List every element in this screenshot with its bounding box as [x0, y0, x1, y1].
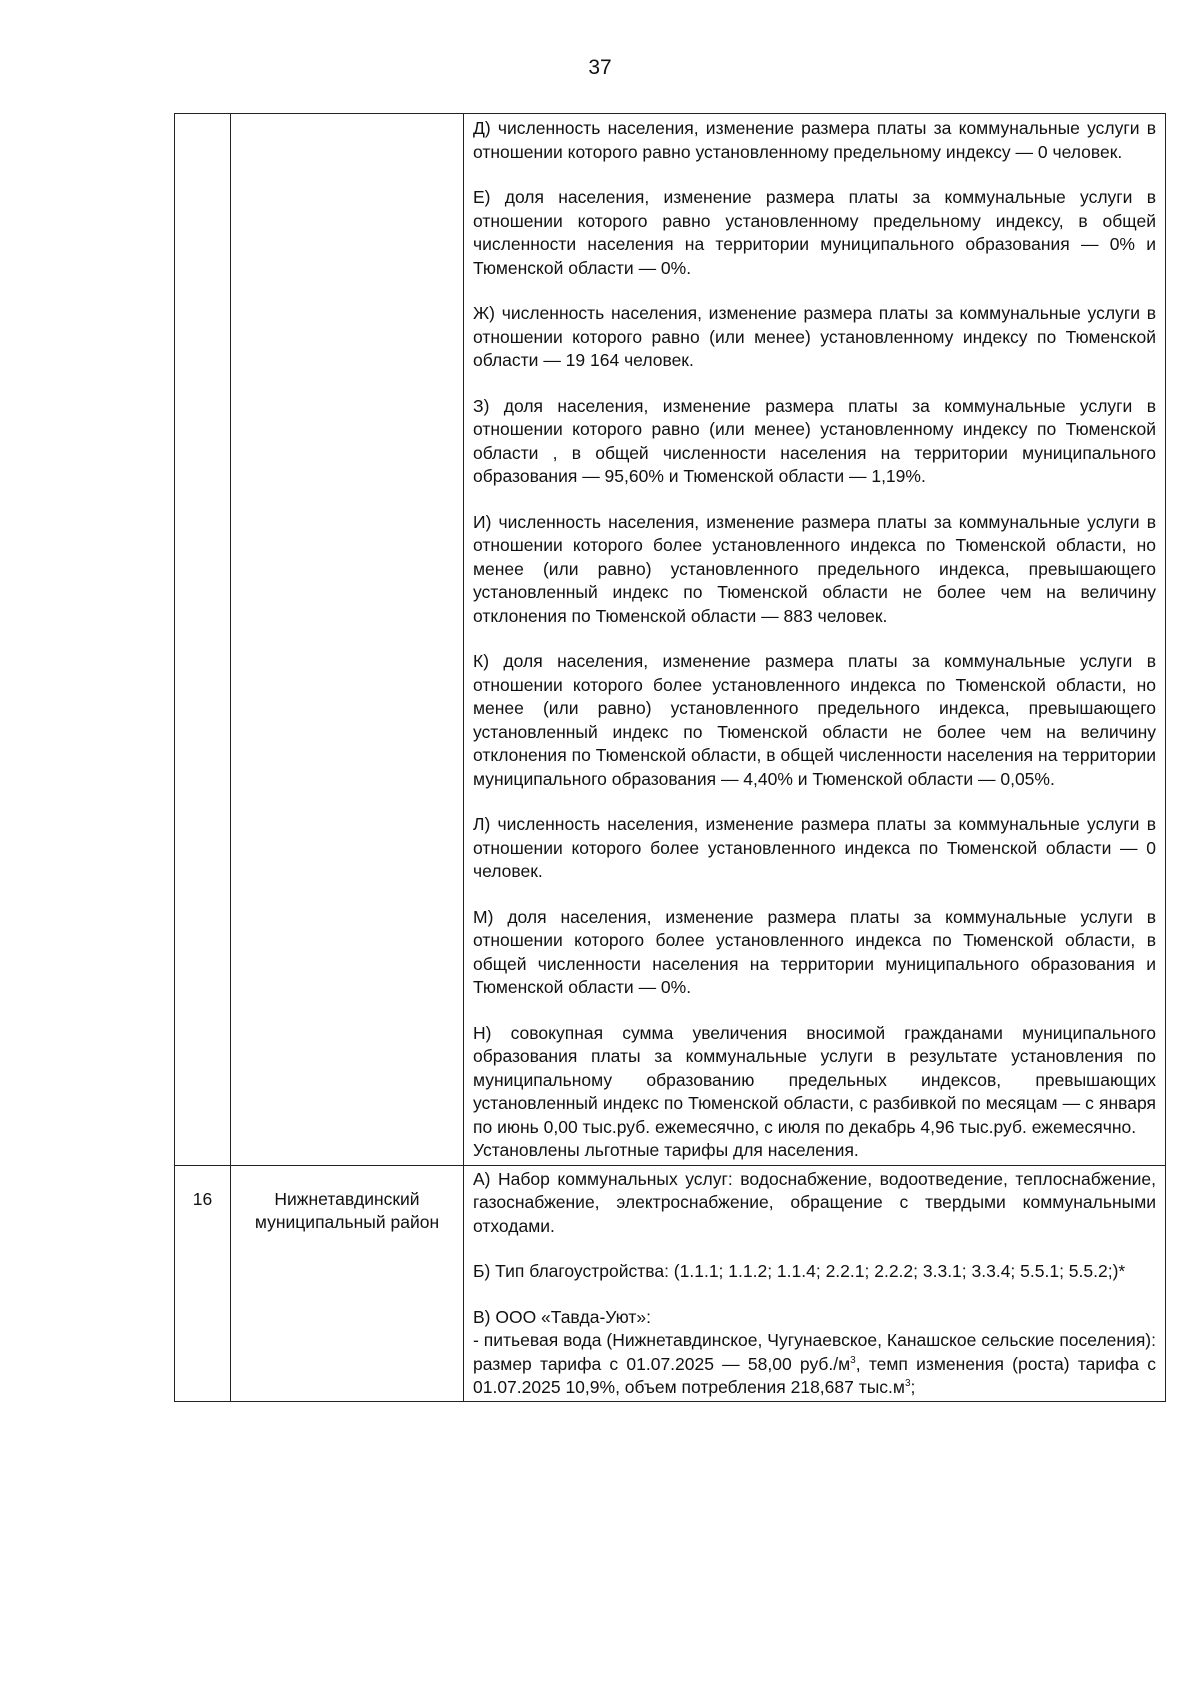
- info-cell: [464, 1165, 1166, 1401]
- paragraph-z: З) доля населения, изменение размера платы за коммунальные услуги в отношении которого равно (или менее) установленному индексу по Тюменской области , в общей численности населения на территории муниципального образования — 95,60% и Тюменской области — 1,19%.: [473, 395, 1156, 486]
- paragraph-a: А) Набор коммунальных услуг: водоснабжение, водоотведение, теплоснабжение, газоснабжение, электроснабжение, обращение с твердыми коммунальными отходами.: [473, 1168, 1156, 1236]
- table-row: [175, 114, 1166, 1166]
- paragraph-l: Л) численность населения, изменение размера платы за коммунальные услуги в отношении которого более установленного индекса по Тюменской области — 0 человек.: [473, 814, 1156, 881]
- row-number-cell: [175, 114, 231, 1166]
- paragraph-i: И) численность населения, изменение размера платы за коммунальные услуги в отношении которого более установленного индекса по Тюменской области, но менее (или равно) установленного предельного индекса, превышающего установленный индекс по Тюменской области не более чем на величину отклонения по Тюменской области — 883 человек.: [473, 511, 1156, 626]
- paragraph-d: Д) численность населения, изменение размера платы за коммунальные услуги в отношении которого равно установленному предельному индексу — 0 человек.: [473, 118, 1156, 162]
- municipality-name: Нижнетавдинский муниципальный район: [231, 1165, 464, 1401]
- paragraph-e: Е) доля населения, изменение размера платы за коммунальные услуги в отношении которого равно установленному предельному индексу, в общей численности населения на территории муниципального образования — 0% и Тюменской области — 0%.: [473, 187, 1156, 278]
- paragraph-b: Б) Тип благоустройства: (1.1.1; 1.1.2; 1.1.4; 2.2.1; 2.2.2; 3.3.1; 3.3.4; 5.5.1; 5.5.2;)*: [473, 1261, 1126, 1281]
- paragraph-v-text2: , темп изменения (роста) тарифа с 01.07.2025 10,9%, объем потребления 218,687 тыс.м: [473, 1353, 1156, 1397]
- paragraph-k: К) доля населения, изменение размера платы за коммунальные услуги в отношении которого более установленного индекса по Тюменской области, но менее (или равно) установленного предельного индекса, превышающего установленный индекс по Тюменской области не более чем на величину отклонения по Тюменской области, в общей численности населения на территории муниципального образования — 4,40% и Тюменской области — 0,05%.: [473, 651, 1156, 789]
- paragraph-n-text: Н) совокупная сумма увеличения вносимой гражданами муниципального образования платы за коммунальные услуги в результате установления по муниципальному образованию предельных индексов, превышающих установленный индекс по Тюменской области, с разбивкой по месяцам — с января по июнь 0,00 тыс.руб. ежемесячно, с июля по декабрь 4,96 тыс.руб. ежемесячно.: [473, 1022, 1156, 1137]
- paragraph-zh: Ж) численность населения, изменение размера платы за коммунальные услуги в отношении которого равно (или менее) установленному индексу по Тюменской области — 19 164 человек.: [473, 303, 1156, 370]
- table-row: [175, 1165, 1166, 1401]
- paragraph-n: [473, 1022, 1156, 1163]
- paragraph-v: [473, 1306, 1156, 1400]
- benefit-note: Установлены льготные тарифы для населения.: [473, 1140, 859, 1160]
- municipality-cell: [231, 114, 464, 1166]
- paragraph-v-end: ;: [910, 1377, 916, 1397]
- paragraph-v-text: - питьевая вода (Нижнетавдинское, Чугунаевское, Канашское сельские поселения): размер тарифа с 01.07.2025 — 58,00 руб./м: [473, 1330, 1156, 1374]
- paragraph-m: М) доля населения, изменение размера платы за коммунальные услуги в отношении которого более установленного индекса по Тюменской области, в общей численности населения на территории муниципального образования и Тюменской области — 0%.: [473, 906, 1156, 997]
- unit-superscript: 3: [904, 1378, 911, 1390]
- info-cell: [464, 114, 1166, 1166]
- document-table: [174, 113, 1166, 1402]
- unit-superscript: 3: [850, 1354, 856, 1366]
- paragraph-v-title: В) ООО «Тавда-Уют»:: [473, 1306, 651, 1327]
- page-number: 37: [588, 56, 612, 79]
- row-number: 16: [175, 1165, 231, 1401]
